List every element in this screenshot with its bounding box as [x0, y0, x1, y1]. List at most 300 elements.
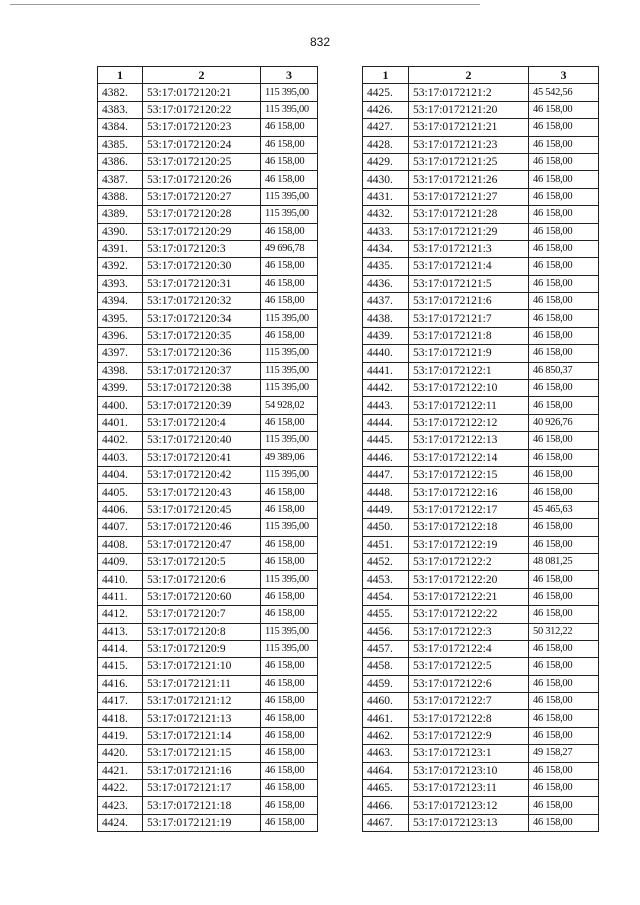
- cadastral-value: 48 081,25: [529, 553, 599, 570]
- row-number: 4455.: [363, 606, 409, 623]
- cadastral-number: 53:17:0172121:11: [143, 675, 261, 692]
- table-row: [363, 153, 599, 170]
- cadastral-number: 53:17:0172120:41: [143, 449, 261, 466]
- table-row: [98, 466, 318, 483]
- table-row: [98, 745, 318, 762]
- cadastral-number: 53:17:0172121:25: [409, 153, 529, 170]
- row-number: 4441.: [363, 362, 409, 379]
- table-row: [98, 206, 318, 223]
- table-row: [98, 571, 318, 588]
- table-row: [98, 223, 318, 240]
- cadastral-value: 46 158,00: [529, 397, 599, 414]
- cadastral-number: 53:17:0172123:12: [409, 797, 529, 814]
- cadastral-number: 53:17:0172122:17: [409, 501, 529, 518]
- cadastral-value: 115 395,00: [261, 571, 318, 588]
- cadastral-value: 45 542,56: [529, 84, 599, 101]
- row-number: 4410.: [98, 571, 143, 588]
- cadastral-value: 46 158,00: [529, 536, 599, 553]
- cadastral-number: 53:17:0172121:15: [143, 745, 261, 762]
- cadastral-number: 53:17:0172122:9: [409, 727, 529, 744]
- table-row: [363, 362, 599, 379]
- table-row: [363, 258, 599, 275]
- cadastral-value: 46 158,00: [261, 136, 318, 153]
- cadastral-number: 53:17:0172120:8: [143, 623, 261, 640]
- cadastral-number: 53:17:0172122:6: [409, 675, 529, 692]
- table-row: [98, 310, 318, 327]
- cadastral-number: 53:17:0172120:34: [143, 310, 261, 327]
- cadastral-value: 46 158,00: [529, 153, 599, 170]
- cadastral-number: 53:17:0172121:28: [409, 206, 529, 223]
- cadastral-value: 46 850,37: [529, 362, 599, 379]
- cadastral-value: 46 158,00: [529, 327, 599, 344]
- cadastral-number: 53:17:0172121:3: [409, 240, 529, 257]
- row-number: 4448.: [363, 484, 409, 501]
- cadastral-number: 53:17:0172121:20: [409, 101, 529, 118]
- cadastral-value: 46 158,00: [529, 675, 599, 692]
- cadastral-value: 46 158,00: [529, 240, 599, 257]
- cadastral-value: 46 158,00: [529, 710, 599, 727]
- table-row: [98, 658, 318, 675]
- cadastral-number: 53:17:0172120:45: [143, 501, 261, 518]
- row-number: 4443.: [363, 397, 409, 414]
- table-row: [363, 553, 599, 570]
- cadastral-number: 53:17:0172121:4: [409, 258, 529, 275]
- cadastral-value: 115 395,00: [261, 188, 318, 205]
- cadastral-number: 53:17:0172121:13: [143, 710, 261, 727]
- cadastral-number: 53:17:0172121:26: [409, 171, 529, 188]
- cadastral-value: 46 158,00: [261, 693, 318, 710]
- table-row: [363, 188, 599, 205]
- cadastral-number: 53:17:0172120:29: [143, 223, 261, 240]
- row-number: 4459.: [363, 675, 409, 692]
- cadastral-value: 46 158,00: [261, 153, 318, 170]
- cadastral-value: 46 158,00: [529, 640, 599, 657]
- cadastral-number: 53:17:0172123:11: [409, 780, 529, 797]
- cadastral-value: 50 312,22: [529, 623, 599, 640]
- cadastral-value: 46 158,00: [261, 762, 318, 779]
- cadastral-value: 46 158,00: [529, 658, 599, 675]
- cadastral-number: 53:17:0172120:4: [143, 414, 261, 431]
- cadastral-number: 53:17:0172121:16: [143, 762, 261, 779]
- cadastral-value: 46 158,00: [529, 519, 599, 536]
- table-row: [363, 84, 599, 101]
- cadastral-value: 46 158,00: [529, 484, 599, 501]
- scan-top-rule: [10, 4, 480, 5]
- cadastral-value: 46 158,00: [261, 484, 318, 501]
- cadastral-value: 46 158,00: [529, 119, 599, 136]
- row-number: 4413.: [98, 623, 143, 640]
- cadastral-number: 53:17:0172122:7: [409, 693, 529, 710]
- cadastral-number: 53:17:0172120:3: [143, 240, 261, 257]
- row-number: 4384.: [98, 119, 143, 136]
- row-number: 4432.: [363, 206, 409, 223]
- cadastral-value: 46 158,00: [529, 571, 599, 588]
- cadastral-number: 53:17:0172122:15: [409, 466, 529, 483]
- header-row: [363, 67, 599, 84]
- cadastral-value: 46 158,00: [529, 380, 599, 397]
- row-number: 4423.: [98, 797, 143, 814]
- table-row: [363, 588, 599, 605]
- row-number: 4437.: [363, 293, 409, 310]
- cadastral-value: 46 158,00: [261, 327, 318, 344]
- row-number: 4396.: [98, 327, 143, 344]
- row-number: 4411.: [98, 588, 143, 605]
- table-row: [98, 397, 318, 414]
- table-row: [98, 606, 318, 623]
- row-number: 4388.: [98, 188, 143, 205]
- table-row: [363, 501, 599, 518]
- table-row: [363, 275, 599, 292]
- row-number: 4383.: [98, 101, 143, 118]
- cadastral-value: 46 158,00: [261, 797, 318, 814]
- row-number: 4424.: [98, 814, 143, 831]
- row-number: 4420.: [98, 745, 143, 762]
- table-row: [98, 797, 318, 814]
- cadastral-number: 53:17:0172120:40: [143, 432, 261, 449]
- table-row: [363, 797, 599, 814]
- cadastral-number: 53:17:0172121:2: [409, 84, 529, 101]
- header-col-value: 3: [261, 67, 318, 84]
- cadastral-value: 46 158,00: [261, 223, 318, 240]
- row-number: 4397.: [98, 345, 143, 362]
- cadastral-number: 53:17:0172120:25: [143, 153, 261, 170]
- table-row: [98, 762, 318, 779]
- cadastral-number: 53:17:0172122:14: [409, 449, 529, 466]
- table-row: [98, 588, 318, 605]
- table-row: [98, 414, 318, 431]
- row-number: 4405.: [98, 484, 143, 501]
- row-number: 4386.: [98, 153, 143, 170]
- table-row: [363, 449, 599, 466]
- cadastral-number: 53:17:0172120:30: [143, 258, 261, 275]
- cadastral-value: 46 158,00: [261, 258, 318, 275]
- cadastral-number: 53:17:0172120:32: [143, 293, 261, 310]
- cadastral-number: 53:17:0172121:10: [143, 658, 261, 675]
- row-number: 4401.: [98, 414, 143, 431]
- row-number: 4416.: [98, 675, 143, 692]
- cadastral-value: 46 158,00: [529, 449, 599, 466]
- cadastral-number: 53:17:0172122:12: [409, 414, 529, 431]
- cadastral-value: 46 158,00: [261, 553, 318, 570]
- row-number: 4444.: [363, 414, 409, 431]
- cadastral-value: 46 158,00: [261, 814, 318, 831]
- table-row: [363, 171, 599, 188]
- cadastral-number: 53:17:0172121:21: [409, 119, 529, 136]
- table-row: [98, 623, 318, 640]
- cadastral-number: 53:17:0172120:21: [143, 84, 261, 101]
- cadastral-value: 46 158,00: [261, 780, 318, 797]
- table-row: [363, 345, 599, 362]
- cadastral-value: 54 928,02: [261, 397, 318, 414]
- table-row: [98, 449, 318, 466]
- table-row: [363, 814, 599, 831]
- table-row: [98, 484, 318, 501]
- cadastral-number: 53:17:0172122:3: [409, 623, 529, 640]
- cadastral-value: 46 158,00: [261, 501, 318, 518]
- cadastral-value: 115 395,00: [261, 84, 318, 101]
- row-number: 4435.: [363, 258, 409, 275]
- cadastral-number: 53:17:0172122:8: [409, 710, 529, 727]
- cadastral-number: 53:17:0172120:37: [143, 362, 261, 379]
- row-number: 4463.: [363, 745, 409, 762]
- row-number: 4391.: [98, 240, 143, 257]
- cadastral-value: 49 389,06: [261, 449, 318, 466]
- table-row: [363, 484, 599, 501]
- cadastral-value: 46 158,00: [261, 588, 318, 605]
- cadastral-value: 49 158,27: [529, 745, 599, 762]
- cadastral-number: 53:17:0172121:17: [143, 780, 261, 797]
- cadastral-number: 53:17:0172121:19: [143, 814, 261, 831]
- cadastral-value: 46 158,00: [529, 258, 599, 275]
- cadastral-number: 53:17:0172120:36: [143, 345, 261, 362]
- table-row: [363, 101, 599, 118]
- cadastral-value: 45 465,63: [529, 501, 599, 518]
- row-number: 4436.: [363, 275, 409, 292]
- cadastral-value: 49 696,78: [261, 240, 318, 257]
- table-row: [363, 710, 599, 727]
- cadastral-value: 46 158,00: [529, 310, 599, 327]
- row-number: 4442.: [363, 380, 409, 397]
- table-row: [363, 623, 599, 640]
- row-number: 4425.: [363, 84, 409, 101]
- row-number: 4402.: [98, 432, 143, 449]
- cadastral-number: 53:17:0172122:10: [409, 380, 529, 397]
- header-col-value: 3: [529, 67, 599, 84]
- cadastral-number: 53:17:0172122:13: [409, 432, 529, 449]
- cadastral-number: 53:17:0172122:16: [409, 484, 529, 501]
- cadastral-value: 46 158,00: [261, 710, 318, 727]
- cadastral-number: 53:17:0172121:5: [409, 275, 529, 292]
- row-number: 4409.: [98, 553, 143, 570]
- table-row: [363, 536, 599, 553]
- cadastral-value: 46 158,00: [529, 727, 599, 744]
- cadastral-value: 46 158,00: [261, 275, 318, 292]
- cadastral-value: 46 158,00: [261, 606, 318, 623]
- cadastral-number: 53:17:0172121:27: [409, 188, 529, 205]
- cadastral-number: 53:17:0172120:42: [143, 466, 261, 483]
- table-row: [98, 536, 318, 553]
- cadastral-value: 46 158,00: [529, 466, 599, 483]
- cadastral-value: 46 158,00: [529, 693, 599, 710]
- row-number: 4407.: [98, 519, 143, 536]
- cadastral-number: 53:17:0172122:11: [409, 397, 529, 414]
- cadastral-value: 40 926,76: [529, 414, 599, 431]
- table-row: [363, 606, 599, 623]
- cadastral-number: 53:17:0172120:60: [143, 588, 261, 605]
- cadastral-value: 115 395,00: [261, 380, 318, 397]
- cadastral-value: 46 158,00: [529, 101, 599, 118]
- table-row: [98, 188, 318, 205]
- row-number: 4387.: [98, 171, 143, 188]
- row-number: 4431.: [363, 188, 409, 205]
- row-number: 4400.: [98, 397, 143, 414]
- table-row: [98, 553, 318, 570]
- cadastral-number: 53:17:0172121:14: [143, 727, 261, 744]
- cadastral-number: 53:17:0172120:6: [143, 571, 261, 588]
- table-row: [98, 432, 318, 449]
- table-row: [98, 501, 318, 518]
- row-number: 4440.: [363, 345, 409, 362]
- cadastral-number: 53:17:0172120:43: [143, 484, 261, 501]
- table-row: [363, 519, 599, 536]
- row-number: 4429.: [363, 153, 409, 170]
- table-row: [98, 84, 318, 101]
- cadastral-number: 53:17:0172120:22: [143, 101, 261, 118]
- cadastral-number: 53:17:0172120:23: [143, 119, 261, 136]
- cadastral-number: 53:17:0172122:4: [409, 640, 529, 657]
- cadastral-number: 53:17:0172122:5: [409, 658, 529, 675]
- row-number: 4433.: [363, 223, 409, 240]
- row-number: 4461.: [363, 710, 409, 727]
- table-row: [363, 658, 599, 675]
- row-number: 4382.: [98, 84, 143, 101]
- cadastral-value: 46 158,00: [261, 675, 318, 692]
- table-row: [98, 119, 318, 136]
- cadastral-number: 53:17:0172121:23: [409, 136, 529, 153]
- table-row: [363, 780, 599, 797]
- table-row: [363, 136, 599, 153]
- table-row: [363, 640, 599, 657]
- cadastral-number: 53:17:0172122:1: [409, 362, 529, 379]
- cadastral-number: 53:17:0172121:9: [409, 345, 529, 362]
- cadastral-value: 115 395,00: [261, 206, 318, 223]
- cadastral-number: 53:17:0172120:26: [143, 171, 261, 188]
- cadastral-value: 46 158,00: [529, 171, 599, 188]
- cadastral-value: 46 158,00: [529, 275, 599, 292]
- cadastral-value: 46 158,00: [529, 223, 599, 240]
- row-number: 4398.: [98, 362, 143, 379]
- cadastral-number: 53:17:0172120:28: [143, 206, 261, 223]
- table-row: [98, 275, 318, 292]
- cadastral-number: 53:17:0172122:22: [409, 606, 529, 623]
- row-number: 4450.: [363, 519, 409, 536]
- cadastral-number: 53:17:0172120:27: [143, 188, 261, 205]
- cadastral-value: 46 158,00: [529, 136, 599, 153]
- table-row: [98, 710, 318, 727]
- row-number: 4460.: [363, 693, 409, 710]
- cadastral-number: 53:17:0172120:24: [143, 136, 261, 153]
- cadastral-number: 53:17:0172121:8: [409, 327, 529, 344]
- header-col-cadastral: 2: [409, 67, 529, 84]
- cadastral-value: 46 158,00: [261, 658, 318, 675]
- cadastral-value: 115 395,00: [261, 362, 318, 379]
- cadastral-value: 46 158,00: [261, 119, 318, 136]
- row-number: 4419.: [98, 727, 143, 744]
- cadastral-value: 46 158,00: [529, 432, 599, 449]
- row-number: 4466.: [363, 797, 409, 814]
- table-row: [98, 519, 318, 536]
- table-row: [363, 675, 599, 692]
- table-row: [363, 571, 599, 588]
- row-number: 4422.: [98, 780, 143, 797]
- row-number: 4415.: [98, 658, 143, 675]
- cadastral-number: 53:17:0172120:39: [143, 397, 261, 414]
- cadastral-number: 53:17:0172121:29: [409, 223, 529, 240]
- cadastral-value: 46 158,00: [529, 206, 599, 223]
- cadastral-number: 53:17:0172122:2: [409, 553, 529, 570]
- table-row: [363, 206, 599, 223]
- cadastral-number: 53:17:0172123:13: [409, 814, 529, 831]
- table-row: [98, 240, 318, 257]
- header-col-number: 1: [363, 67, 409, 84]
- cadastral-value: 46 158,00: [261, 727, 318, 744]
- row-number: 4430.: [363, 171, 409, 188]
- row-number: 4428.: [363, 136, 409, 153]
- cadastral-number: 53:17:0172120:5: [143, 553, 261, 570]
- table-row: [363, 119, 599, 136]
- row-number: 4408.: [98, 536, 143, 553]
- register-table-right: [362, 66, 599, 832]
- cadastral-value: 46 158,00: [529, 797, 599, 814]
- row-number: 4426.: [363, 101, 409, 118]
- cadastral-number: 53:17:0172120:38: [143, 380, 261, 397]
- cadastral-number: 53:17:0172120:7: [143, 606, 261, 623]
- row-number: 4439.: [363, 327, 409, 344]
- header-col-cadastral: 2: [143, 67, 261, 84]
- cadastral-number: 53:17:0172123:10: [409, 762, 529, 779]
- table-row: [98, 675, 318, 692]
- row-number: 4394.: [98, 293, 143, 310]
- row-number: 4462.: [363, 727, 409, 744]
- cadastral-value: 115 395,00: [261, 519, 318, 536]
- row-number: 4389.: [98, 206, 143, 223]
- row-number: 4451.: [363, 536, 409, 553]
- cadastral-number: 53:17:0172120:9: [143, 640, 261, 657]
- table-row: [363, 380, 599, 397]
- table-row: [363, 762, 599, 779]
- table-row: [98, 693, 318, 710]
- row-number: 4417.: [98, 693, 143, 710]
- table-row: [363, 293, 599, 310]
- cadastral-value: 46 158,00: [261, 414, 318, 431]
- cadastral-value: 115 395,00: [261, 623, 318, 640]
- table-row: [363, 327, 599, 344]
- row-number: 4453.: [363, 571, 409, 588]
- cadastral-number: 53:17:0172122:21: [409, 588, 529, 605]
- cadastral-number: 53:17:0172123:1: [409, 745, 529, 762]
- cadastral-value: 115 395,00: [261, 101, 318, 118]
- cadastral-value: 46 158,00: [261, 293, 318, 310]
- cadastral-number: 53:17:0172121:7: [409, 310, 529, 327]
- row-number: 4412.: [98, 606, 143, 623]
- row-number: 4406.: [98, 501, 143, 518]
- table-row: [363, 310, 599, 327]
- row-number: 4399.: [98, 380, 143, 397]
- table-row: [98, 293, 318, 310]
- cadastral-value: 46 158,00: [261, 536, 318, 553]
- table-row: [98, 258, 318, 275]
- row-number: 4403.: [98, 449, 143, 466]
- row-number: 4414.: [98, 640, 143, 657]
- cadastral-value: 46 158,00: [529, 588, 599, 605]
- table-row: [98, 153, 318, 170]
- row-number: 4456.: [363, 623, 409, 640]
- row-number: 4427.: [363, 119, 409, 136]
- row-number: 4395.: [98, 310, 143, 327]
- table-row: [363, 223, 599, 240]
- cadastral-value: 46 158,00: [529, 606, 599, 623]
- register-table-left: [97, 66, 318, 832]
- table-row: [363, 693, 599, 710]
- row-number: 4452.: [363, 553, 409, 570]
- header-row: [98, 67, 318, 84]
- row-number: 4465.: [363, 780, 409, 797]
- table-row: [98, 101, 318, 118]
- cadastral-value: 46 158,00: [529, 293, 599, 310]
- cadastral-number: 53:17:0172122:19: [409, 536, 529, 553]
- table-row: [98, 780, 318, 797]
- row-number: 4449.: [363, 501, 409, 518]
